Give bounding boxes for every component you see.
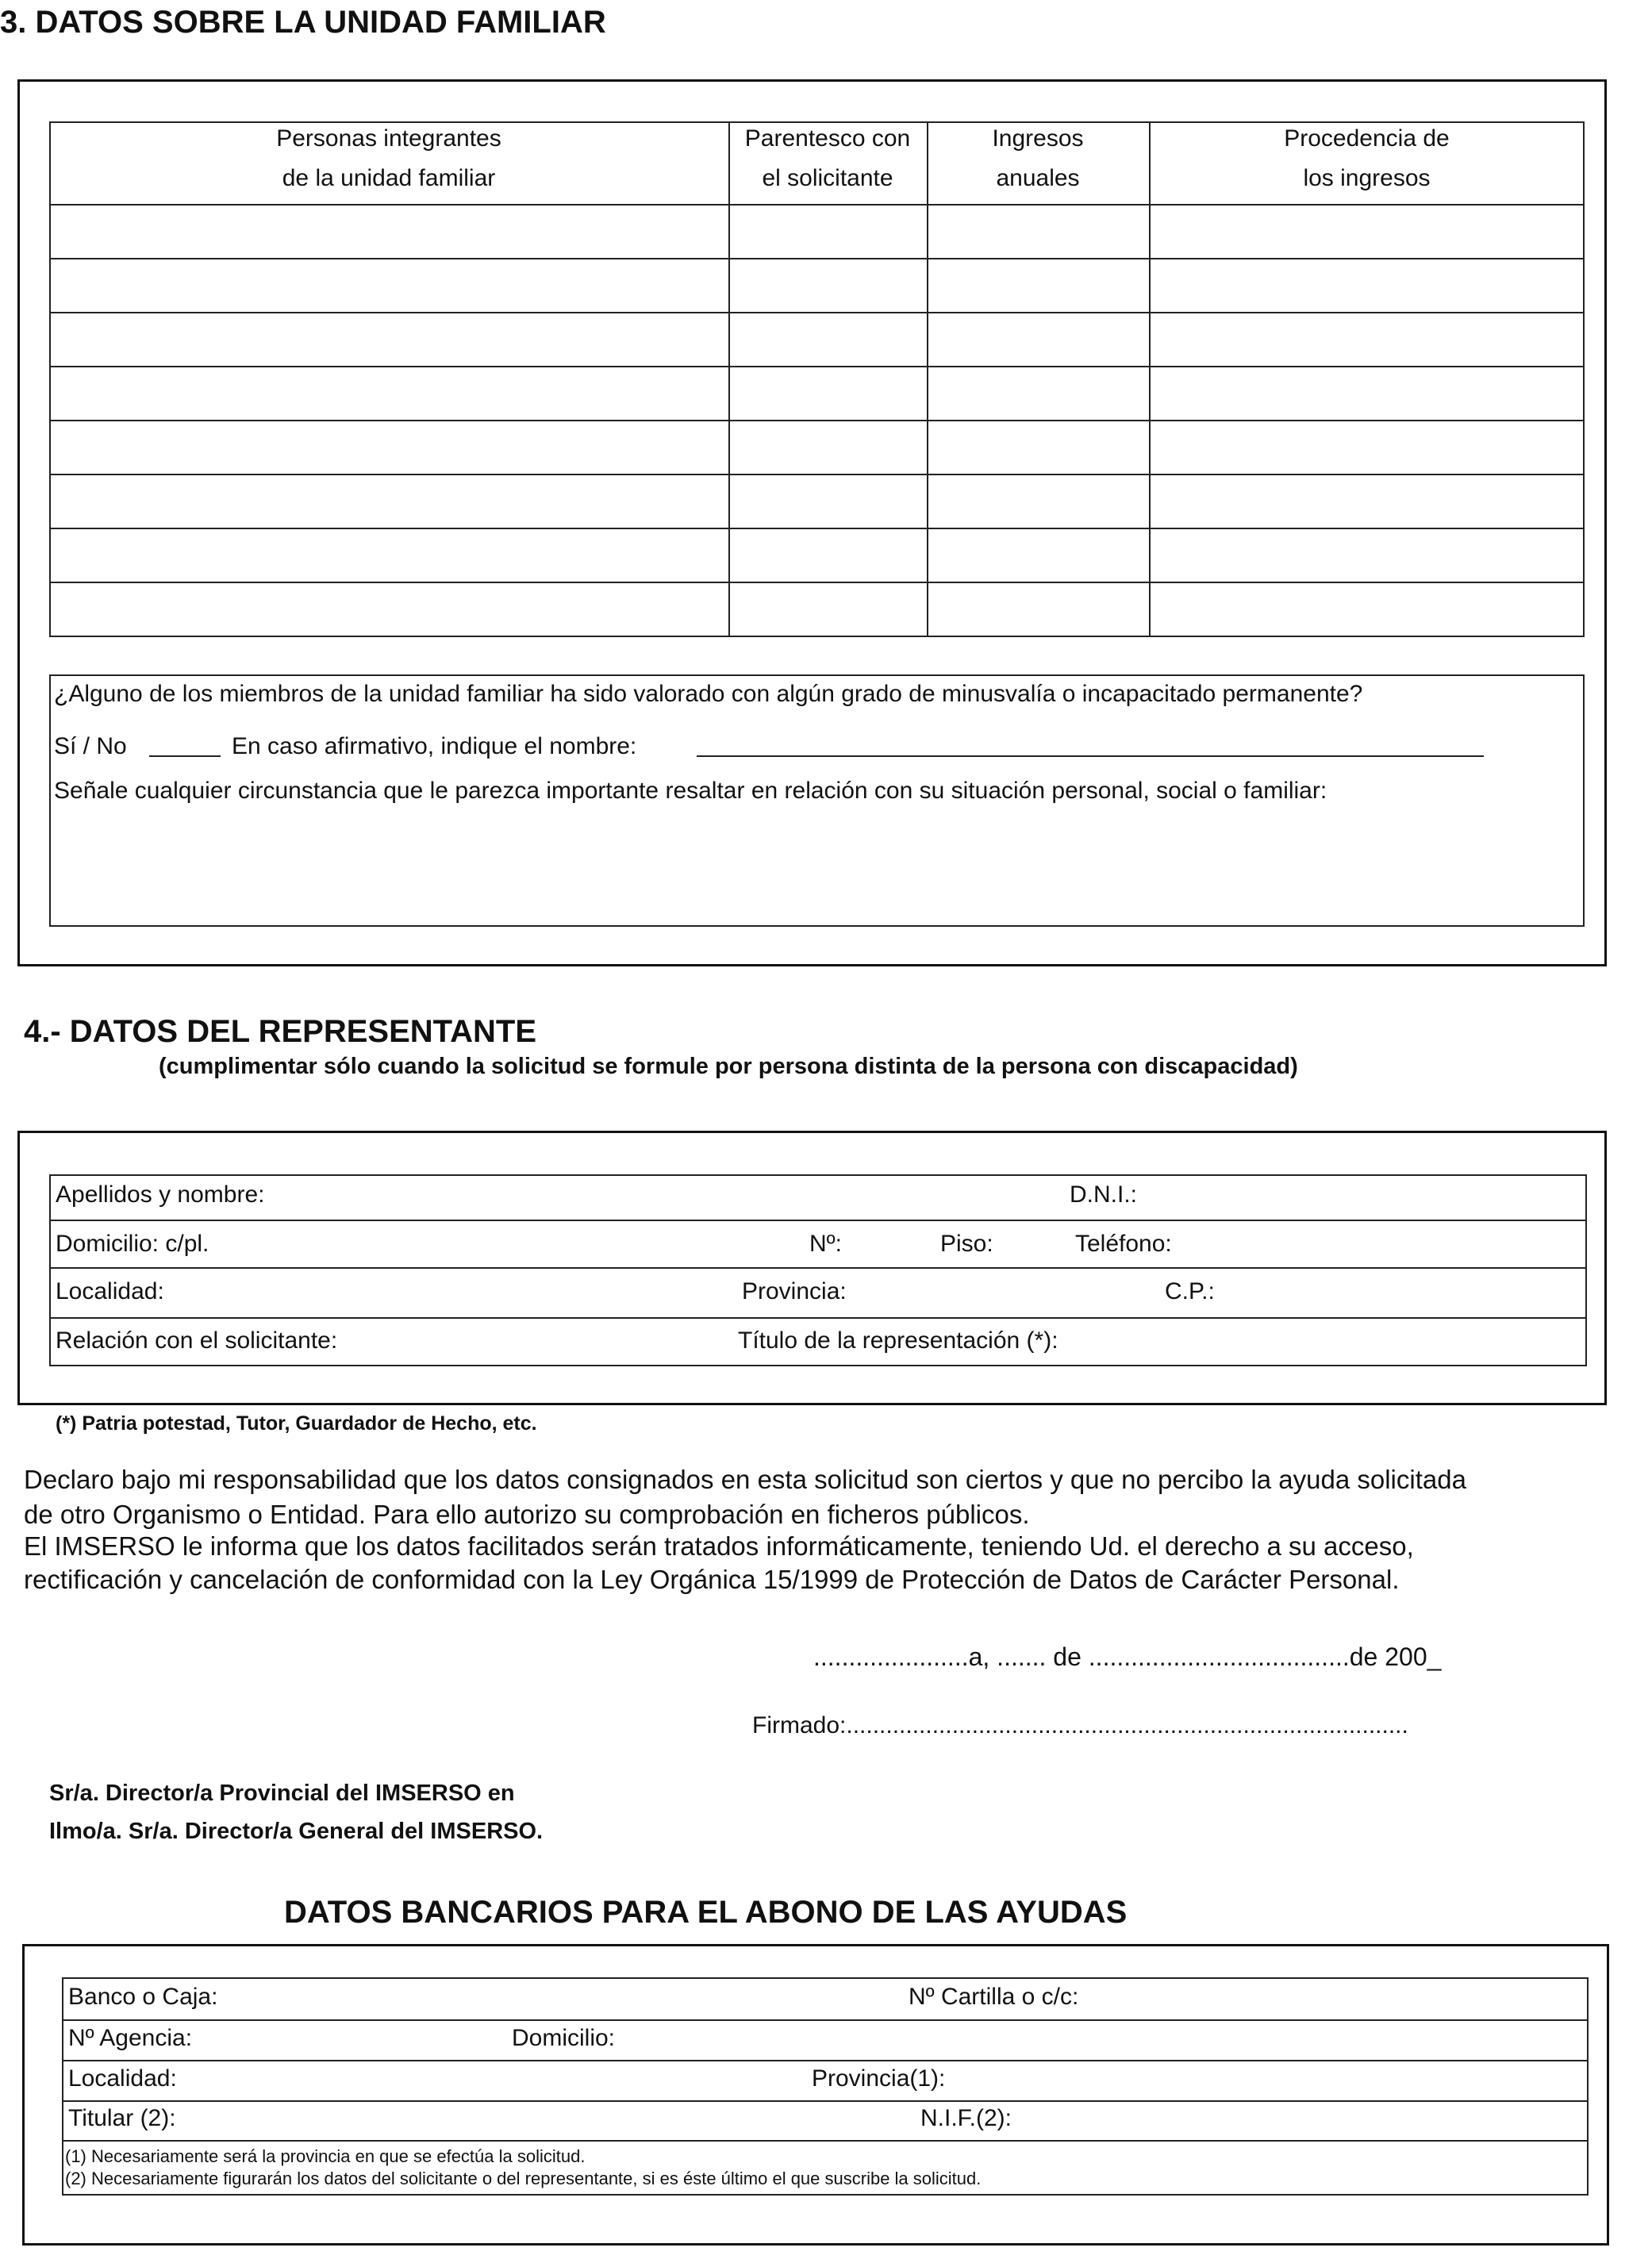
dni-label: D.N.I.: xyxy=(1070,1181,1138,1208)
piso-label: Piso: xyxy=(940,1231,993,1257)
section4-title: 4.- DATOS DEL REPRESENTANTE xyxy=(24,1014,537,1049)
section3-title: 3. DATOS SOBRE LA UNIDAD FAMILIAR xyxy=(0,5,606,40)
titulo-label: Título de la representación (*): xyxy=(738,1327,1058,1354)
declaration-line4: rectificación y cancelación de conformidad con la Ley Orgánica 15/1999 de Protección de Datos de Carácter Personal. xyxy=(24,1565,1400,1594)
agencia-label: Nº Agencia: xyxy=(68,2025,193,2051)
family-table xyxy=(49,121,1585,637)
bank-domicilio-label: Domicilio: xyxy=(512,2025,616,2051)
relacion-label: Relación con el solicitante: xyxy=(56,1327,338,1354)
recipient-general: Ilmo/a. Sr/a. Director/a General del IMSERSO. xyxy=(49,1819,544,1844)
section4-footnote: (*) Patria potestad, Tutor, Guardador de Hecho, etc. xyxy=(56,1412,537,1435)
header-parentesco-2: el solicitante xyxy=(762,165,893,191)
cp-label: C.P.: xyxy=(1165,1278,1215,1304)
header-personas-2: de la unidad familiar xyxy=(282,165,496,191)
bank-provincia-label: Provincia(1): xyxy=(812,2065,946,2092)
bank-note-2: (2) Necesariamente figurarán los datos del solicitante o del representante, si es éste último el que suscribe la solicitud. xyxy=(65,2169,982,2188)
name-field[interactable] xyxy=(697,755,1484,757)
cartilla-label: Nº Cartilla o c/c: xyxy=(909,1984,1079,2010)
bank-localidad-label: Localidad: xyxy=(68,2065,177,2092)
name-label: En caso afirmativo, indique el nombre: xyxy=(232,733,637,759)
disability-question: ¿Alguno de los miembros de la unidad familiar ha sido valorado con algún grado de minusvalía o incapacitado permanente? xyxy=(54,681,1363,707)
date-line[interactable]: ......................a, ....... de .....................................de 200_ xyxy=(813,1642,1442,1671)
header-ingresos-2: anuales xyxy=(996,165,1080,191)
declaration-line3: El IMSERSO le informa que los datos facilitados serán tratados informáticamente, teniendo Ud. el derecho a su acceso, xyxy=(24,1531,1414,1561)
declaration-line1: Declaro bajo mi responsabilidad que los datos consignados en esta solicitud son ciertos y que no percibo la ayuda solicitada xyxy=(24,1465,1466,1494)
domicilio-label: Domicilio: c/pl. xyxy=(56,1231,209,1257)
header-personas-1: Personas integrantes xyxy=(276,125,501,152)
section4-subtitle: (cumplimentar sólo cuando la solicitud se formule por persona distinta de la persona con discapacidad) xyxy=(159,1054,1298,1079)
header-procedencia-1: Procedencia de xyxy=(1284,125,1450,152)
apellidos-label: Apellidos y nombre: xyxy=(56,1181,265,1208)
telefono-label: Teléfono: xyxy=(1075,1231,1172,1257)
header-ingresos-1: Ingresos xyxy=(992,125,1084,152)
banco-label: Banco o Caja: xyxy=(68,1984,218,2010)
bank-note-1: (1) Necesariamente será la provincia en que se efectúa la solicitud. xyxy=(65,2146,586,2166)
numero-label: Nº: xyxy=(809,1231,842,1257)
titular-label: Titular (2): xyxy=(68,2105,176,2131)
si-no-label: Sí / No xyxy=(54,733,127,759)
header-procedencia-2: los ingresos xyxy=(1303,165,1431,191)
circumstance-label: Señale cualquier circunstancia que le parezca importante resaltar en relación con su situación personal, social o familiar: xyxy=(54,778,1327,804)
nif-label: N.I.F.(2): xyxy=(920,2105,1012,2131)
si-no-field[interactable] xyxy=(149,755,221,757)
recipient-provincial: Sr/a. Director/a Provincial del IMSERSO en xyxy=(49,1781,515,1806)
header-parentesco-1: Parentesco con xyxy=(744,125,911,152)
provincia-label: Provincia: xyxy=(742,1278,847,1304)
bank-title: DATOS BANCARIOS PARA EL ABONO DE LAS AYUDAS xyxy=(284,1895,1128,1930)
localidad-label: Localidad: xyxy=(56,1278,164,1304)
signature-line[interactable]: Firmado:..................................................................................... xyxy=(752,1712,1408,1738)
declaration-line2: de otro Organismo o Entidad. Para ello autorizo su comprobación en ficheros públicos. xyxy=(24,1500,1030,1529)
